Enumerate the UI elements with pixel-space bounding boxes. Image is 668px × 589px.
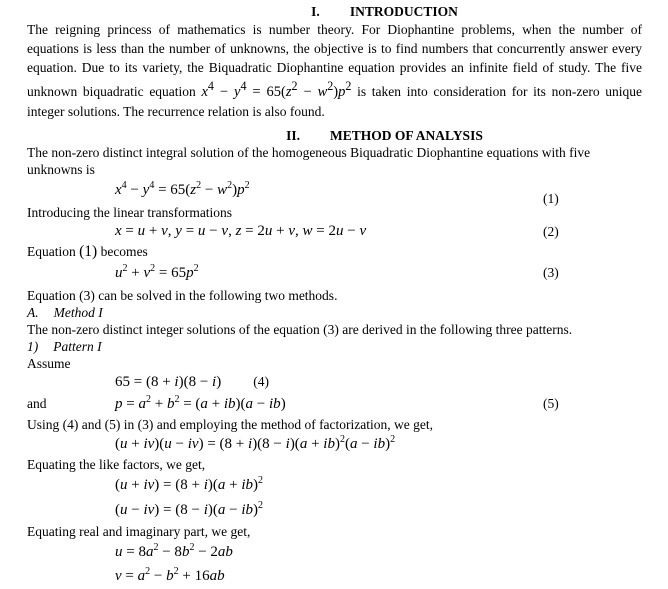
equation-1-becomes-line	[27, 243, 642, 260]
section-heading-method	[27, 128, 642, 144]
becomes-pre: Equation	[27, 243, 76, 259]
equation-4: 65 = (8 + i)(8 − i)	[115, 373, 222, 390]
equation-1-row	[115, 178, 642, 204]
equation-2: x = u + v, y = u − v, z = 2u + v, w = 2u − v	[115, 223, 367, 240]
becomes-post: becomes	[100, 243, 148, 259]
method-a-title: Method I	[53, 304, 103, 320]
section-title-introduction: INTRODUCTION	[349, 4, 458, 19]
method-a-heading	[27, 304, 642, 321]
equation-4-row	[115, 372, 642, 393]
equation-2-row	[115, 221, 642, 243]
section-heading-introduction	[27, 4, 642, 20]
section-number-1: I.	[311, 4, 320, 19]
equation-3: $u^2 + v^2 = 65p^2$	[115, 262, 199, 281]
equation-4-label: (4)	[253, 374, 269, 390]
equation-9: $u = 8a^2 - 8b^2 - 2ab$	[115, 541, 233, 560]
pattern-1-heading	[27, 338, 642, 355]
and-word: and	[27, 396, 47, 412]
pattern-1-title: Pattern I	[53, 338, 102, 354]
equation-7-row	[115, 473, 642, 498]
equation-8-row	[115, 498, 642, 523]
equation-6-row	[115, 433, 642, 456]
equation-1: $x^4 - y^4 = 65(z^2 - w^2)p^2$	[115, 180, 250, 199]
equation-7: (u + iv) = (8 + i)(a + ib)$^2$	[115, 474, 264, 493]
equation-3-row	[115, 260, 642, 287]
equation-5-row	[27, 393, 642, 416]
intro-inline-formula: $x^4 - y^4 = 65(z^2 - w^2)p^2$	[201, 79, 352, 100]
method-a-label: A.	[27, 304, 39, 320]
section-number-2: II.	[286, 127, 301, 143]
equating-factors-line: Equating the like factors, we get,	[27, 456, 206, 472]
equation-9-row	[115, 540, 642, 565]
section-title-method: METHOD OF ANALYSIS	[330, 127, 483, 143]
equating-parts-line: Equating real and imaginary part, we get,	[27, 523, 251, 539]
pattern-1-label: 1)	[27, 338, 39, 354]
equation-6: (u + iv)(u − iv) = (8 + i)(8 − i)(a + ib)$^2$(a − ib)$^2$	[115, 433, 396, 452]
intro-paragraph	[27, 20, 642, 121]
intro-text-after: is taken into consideration for its non-zero unique integer solutions. The recurrence relation is also found.	[27, 83, 642, 119]
method-a-intro-line: The non-zero distinct integer solutions of the equation (3) are derived in the following three patterns.	[27, 321, 573, 337]
linear-transformations-line: Introducing the linear transformations	[27, 204, 233, 220]
using-line: Using (4) and (5) in (3) and employing the method of factorization, we get,	[27, 416, 434, 432]
equation-2-label: (2)	[543, 223, 559, 239]
equation-1-label: (1)	[543, 190, 559, 206]
assume-line: Assume	[27, 355, 71, 371]
intro-text-before: The reigning princess of mathematics is number theory. For Diophantine problems, when the number of equations is less than the number of unknowns, the objective is to find numbers that concurrently answer every equation. Due to its variety, the Biquadratic Diophantine equation provides an infinite field of study. The five unknown biquadratic equation	[27, 22, 642, 99]
equation-8: (u − iv) = (8 − i)(a − ib)$^2$	[115, 499, 264, 518]
equation-5-label: (5)	[543, 396, 559, 412]
equation-1-reference: (1)	[79, 242, 98, 260]
method-intro-line: The non-zero distinct integral solution of the homogeneous Biquadratic Diophantine equations with five unknowns is	[27, 144, 591, 177]
equation-10: $v = a^2 - b^2 + 16ab$	[115, 566, 225, 585]
equation-10-row	[115, 565, 642, 589]
equation-5: $p = a^2 + b^2 = (a + ib)(a - ib)$	[115, 393, 286, 412]
two-methods-line: Equation (3) can be solved in the following two methods.	[27, 287, 338, 303]
equation-3-label: (3)	[543, 265, 559, 281]
